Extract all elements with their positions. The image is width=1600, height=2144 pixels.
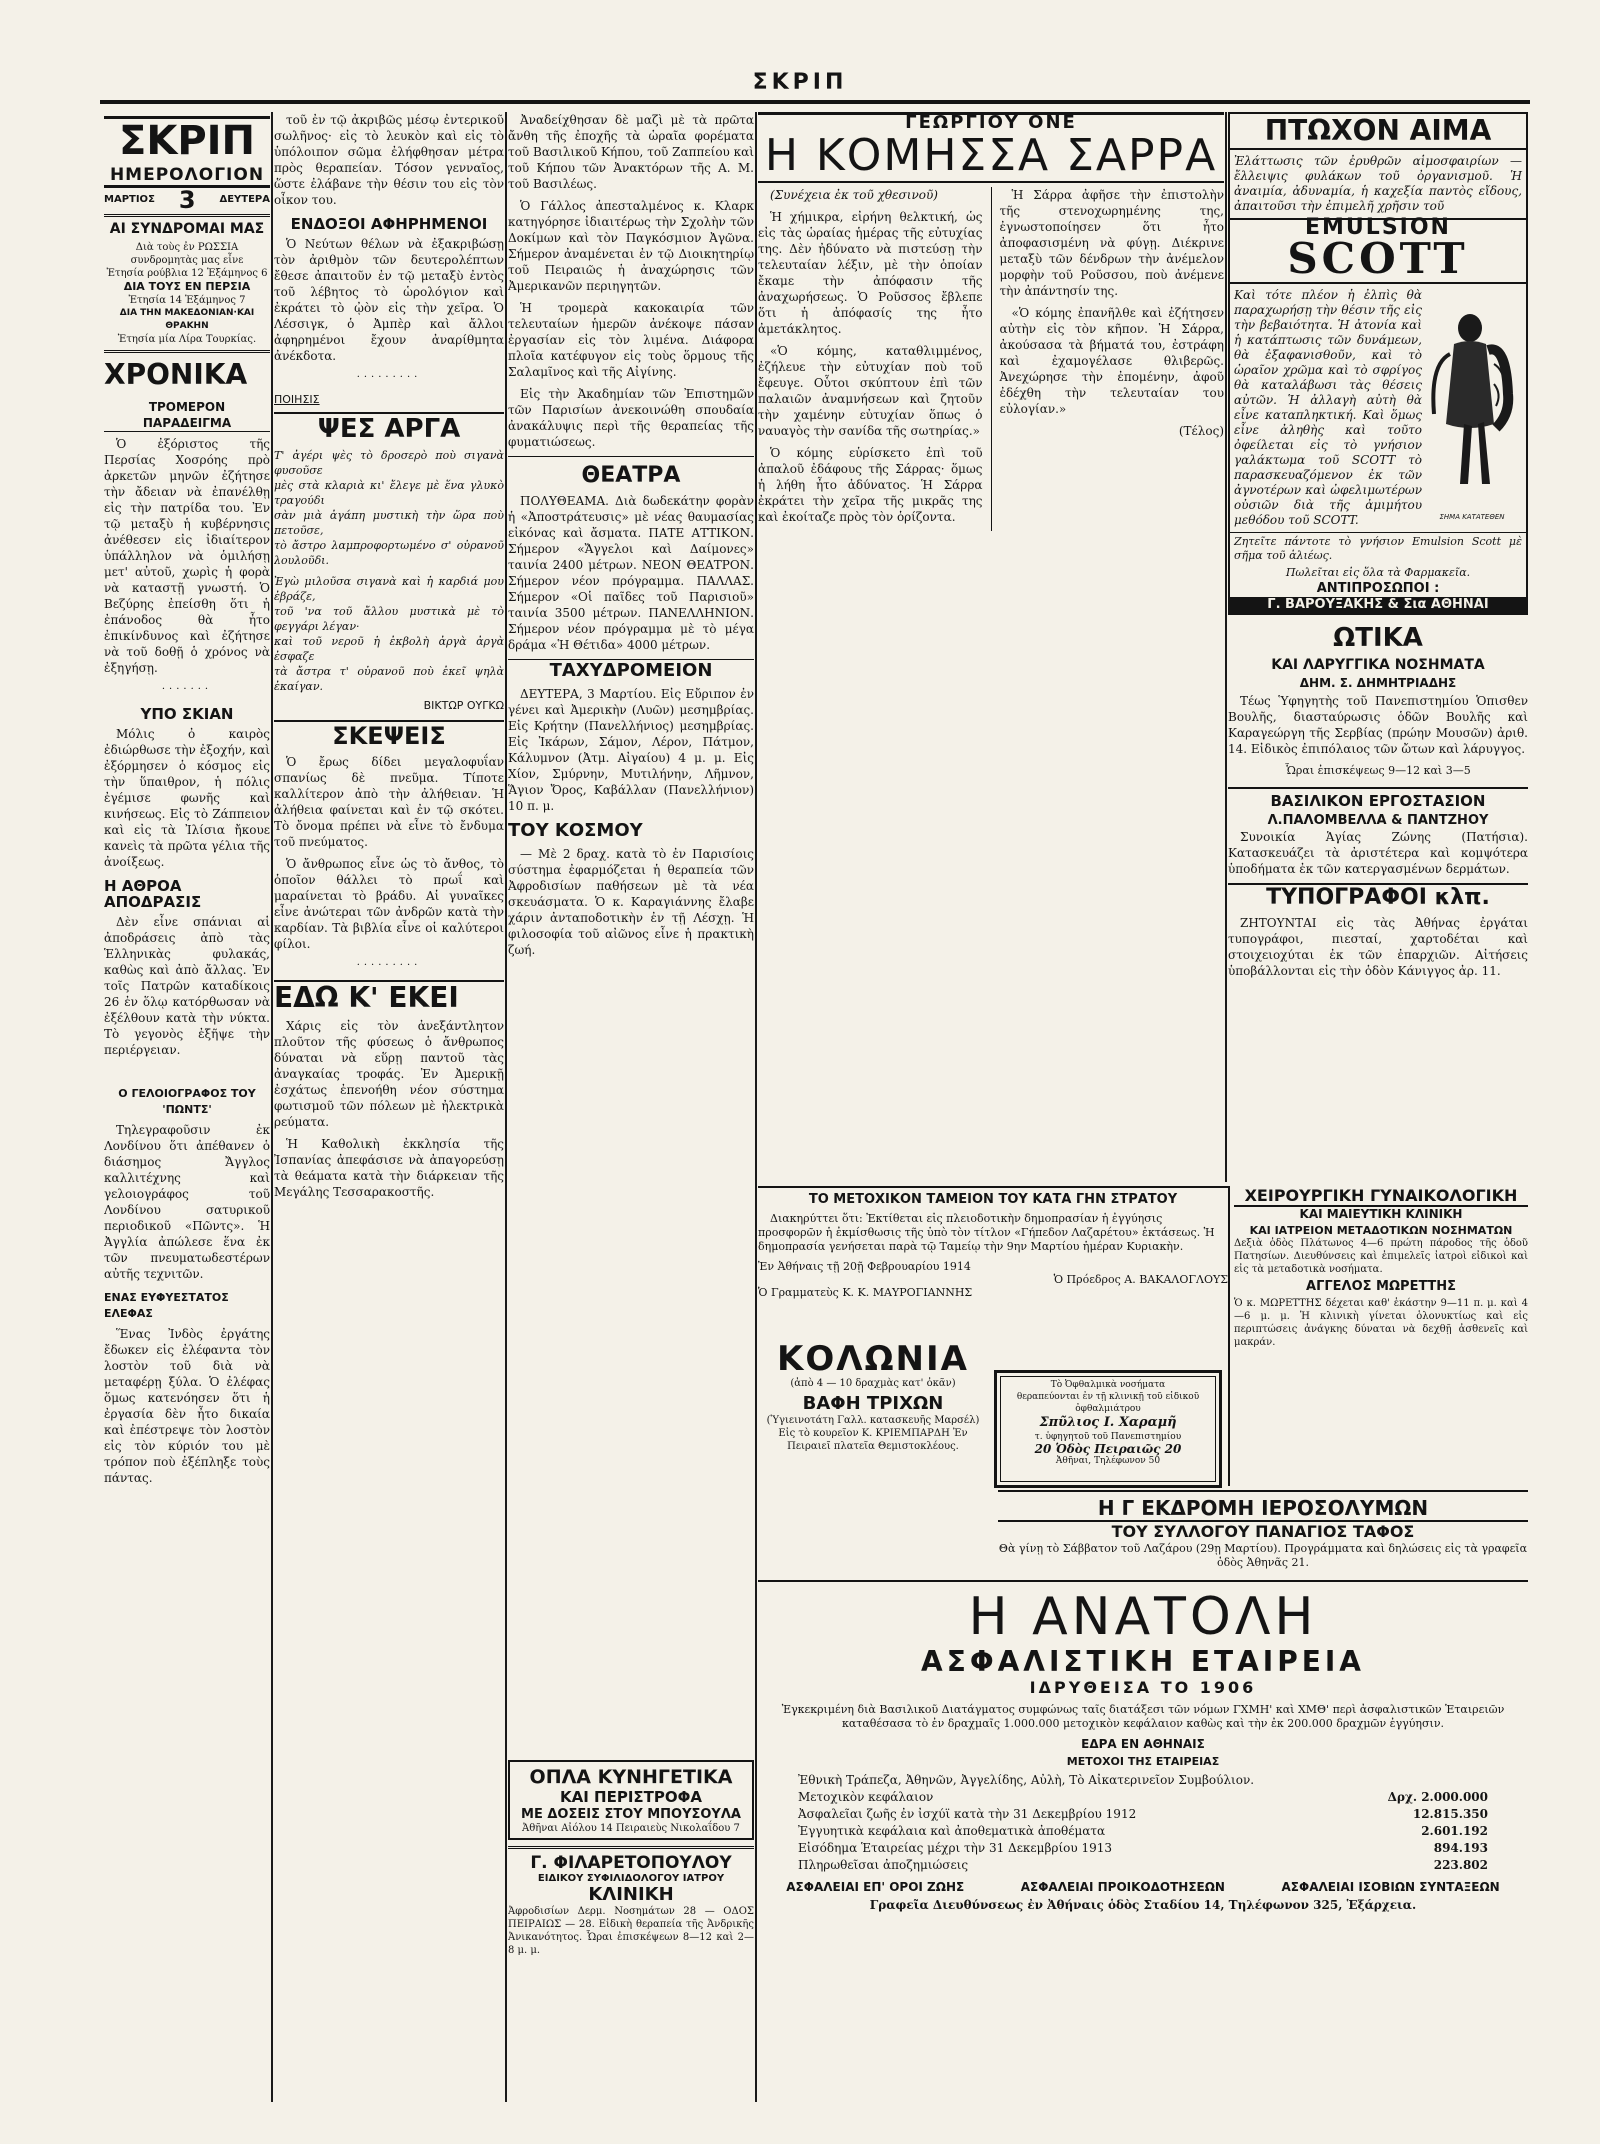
- article-text: Ἡ τρομερὰ κακοκαιρία τῶν τελευταίων ἡμερῶν ἀνέκοψε πάσαν ἐργασίαν εἰς τὸν λιμένα. Διάφορα πλοῖα κατέφυγον εἰς τοὺς ὅρμους τῆς Σαλαμῖνος καὶ τῆς Αἰγίνης.: [508, 301, 754, 379]
- story-text: Ὁ κόμης εὑρίσκετο ἐπὶ τοῦ ἀπαλοῦ ἐδάφους τῆς Σάρρας· ὅμως ἡ λήθη ἦτο ἀδύνατος. Ἡ Σάρρα ἐκράτει τὴν χεῖρα τῆς μικρᾶς της καὶ ἐκοίταζε πρὸς τὸν ὁρίζοντα.: [758, 446, 983, 524]
- service-label: ΑΣΦΑΛΕΙΑΙ ΠΡΟΙΚΟΔΟΤΗΣΕΩΝ: [1020, 1880, 1225, 1894]
- scott-reps: ΑΝΤΙΠΡΟΣΩΠΟΙ :: [1316, 581, 1440, 596]
- scott-body-text: Καὶ τότε πλέον ἡ ἐλπὶς θὰ παραχωρήσῃ τὴν θέσιν τῆς εἰς τὴν βεβαιότητα. Ἡ ἀτονία καὶ ἡ κατάπτωσις τῶν δυνάμεων, θὰ ἐξαφανισθοῦν, καὶ τὸ ὡραῖον χρῶμα καὶ τὸ σφρίγος θὰ καταλάβωσι τὰς θέσεις αὐτῶν. Ἡ ἀλλαγὴ αὐτὴ θὰ εἶνε καταπληκτική. Καὶ ὅμως εἶνε ἀληθὴς καὶ τοῦτο ὀφείλεται εἰς τὸ γνήσιον γαλάκτωμα τοῦ SCOTT τὸ παρασκευαζόμενον ἐκ τῶν ἀγνοτέρων καὶ ὠφελιμωτέρων οὐσιῶν διὰ τῆς ἀμιμήτου μεθόδου τοῦ SCOTT.: [1234, 288, 1422, 527]
- divider: ·········: [356, 960, 422, 971]
- scott-ad: [1228, 112, 1528, 615]
- arms-sub2: ΜΕ ΔΟΣΕΙΣ ΣΤΟΥ ΜΠΟΥΣΟΥΛΑ: [521, 1807, 741, 1822]
- date-line: [104, 186, 270, 214]
- clinic-text: Ἀφροδισίων Δερμ. Νοσημάτων 28 — ΟΔΟΣ ΠΕΙΡΑΙΩΣ — 28. Εἰδικὴ θεραπεία τῆς Ἀνδρικῆς Ἀνικανότητος. Ὧραι ἐπισκέψεων 8—12 καὶ 2—8 μ. μ.: [508, 1906, 754, 1956]
- row-label: Ἐθνικὴ Τράπεζα, Ἀθηνῶν, Ἀγγελίδης, Αὐλὴ, Τὸ Αἰκατερινεῖον Συμβούλιον.: [798, 1773, 1255, 1787]
- fund-secretary: Ὁ Γραμματεὺς Κ. Κ. ΜΑΥΡΟΓΙΑΝΝΗΣ: [758, 1286, 973, 1299]
- serial-story: [758, 112, 1224, 1182]
- factory-sub: Λ.ΠΑΛΟΜΒΕΛΛΑ & ΠΑΝΤΖΗΟΥ: [1267, 813, 1489, 828]
- factory-title: ΒΑΣΙΛΙΚΟΝ ΕΡΓΟΣΤΑΣΙΟΝ: [1228, 787, 1528, 809]
- fund-date: Ἐν Ἀθήναις τῇ 20ῇ Φεβρουαρίου 1914: [758, 1260, 971, 1273]
- hairdye-title: ΒΑΦΗ ΤΡΙΧΩΝ: [802, 1393, 944, 1414]
- section-title-tachydromeion: ΤΑΧΥΔΡΟΜΕΙΟΝ: [508, 659, 754, 682]
- poem-line: τὰ ἄστρα τ' οὐρανοῦ ποὺ ἐκεῖ ψηλὰ ἐκαίγαν.: [274, 665, 504, 693]
- table-row: [798, 1806, 1488, 1823]
- factory-text: Συνοικία Ἁγίας Ζώνης (Πατήσια). Κατασκευάζει τὰ ἀριστέτερα καὶ κομψότερα ὑποδήματα ἐκ τῶν κατεργασμένων δερμάτων.: [1228, 830, 1528, 876]
- jerusalem-title: Η Γ ΕΚΔΡΟΜΗ ΙΕΡΟΣΟΛΥΜΩΝ: [998, 1496, 1528, 1522]
- table-row: [798, 1789, 1488, 1806]
- gyn-sub2: ΚΑΙ ΙΑΤΡΕΙΟΝ ΜΕΤΑΔΟΤΙΚΩΝ ΝΟΣΗΜΑΤΩΝ: [1249, 1224, 1513, 1237]
- ent-text: Τέως Ὑφηγητὴς τοῦ Πανεπιστημίου Ὁπισθεν Βουλῆς, διασταύρωσις ὁδῶν Βουλῆς καὶ Καραγεώργη τῆς Σερβίας (πρώην Μουσῶν) ἀριθ. 14. Εἰδικὸς ἐπιπόλαιος τῶν ὤτων καὶ λάρυγγος.: [1228, 694, 1528, 756]
- poem-body: [274, 448, 504, 694]
- row-label: Πληρωθεῖσαι ἀποζημιώσεις: [798, 1858, 969, 1872]
- story-text: Ἡ χήμικρα, εἰρήνη θελκτική, ὡς εἰς τὰς ὡραίας ἡμέρας τῆς εὐτυχίας της. Δὲν ἠδύνατο νὰ πιστεύσῃ τὴν τελευταίαν λέξιν, μὲ τὴν ὁποίαν ἔκαμε τὴν ἀπόφασιν τῆς ἀναχωρήσεως. Ὁ Ροῦσσος ἔβλεπε ὅτι ἡ ἀπόφασίς της ἦτο ἀμετάκλητος.: [758, 210, 983, 336]
- section-title-edo: ΕΔΩ Κ' ΕΚΕΙ: [274, 980, 504, 1014]
- poem-line: τὸ ἄστρο λαμπροφορτωμένο σ' οὐρανοῦ λουλοῦδι.: [274, 539, 504, 567]
- date-day: 3: [178, 186, 196, 214]
- row-amount: 223.802: [1433, 1858, 1488, 1872]
- gyn-text2: Ὁ κ. ΜΩΡΕΤΤΗΣ δέχεται καθ' ἑκάστην 9—11 π. μ. καὶ 4—6 μ. μ. Ἡ κλινικὴ γίνεται ὁλονυκτίως καὶ εἰς περιπτώσεις ἀνάγκης δύναται νὰ δεχθῇ ἀσθενεῖς καὶ μακράν.: [1234, 1298, 1528, 1348]
- scott-headline: ΠΤΩΧΟΝ ΑΙΜΑ: [1230, 114, 1526, 150]
- poem-title: ΨΕΣ ΑΡΓΑ: [274, 412, 504, 444]
- running-head: ΣΚΡΙΠ: [752, 70, 848, 95]
- ent-title: ΩΤΙΚΑ: [1333, 623, 1423, 653]
- anatoli-sub: ΑΣΦΑΛΙΣΤΙΚΗ ΕΤΑΙΡΕΙΑ: [921, 1645, 1365, 1678]
- scott-note: Ζητεῖτε πάντοτε τὸ γνήσιον Emulsion Scott μὲ σῆμα τοῦ ἁλιέως.: [1230, 532, 1526, 565]
- fund-title: ΤΟ ΜΕΤΟΧΙΚΟΝ ΤΑΜΕΙΟΝ ΤΟΥ ΚΑΤΑ ΓΗΝ ΣΤΡΑΤΟΥ: [758, 1186, 1228, 1208]
- jerusalem-ad: [998, 1490, 1528, 1570]
- top-rule: [100, 100, 1530, 104]
- article-text: Ὁ Νεύτων θέλων νὰ ἐξακριβώσῃ τὸν ἀριθμὸν τῶν δευτερολέπτων ἔθεσε ἀπαιτοῦν ἐν τῷ μεταξὺ ἐντὸς τοῦ λέβητος τὸ ὡρολόγιον καὶ ἐκράτει τὸ ᾠὸν εἰς τὴν χεῖρα. Ὁ Λέσσιγκ, ὁ Ἀμπὲρ καὶ ἄλλοι ἀφηρημένοι ἔχουν ἀναρίθμητα ἀνέκδοτα.: [274, 237, 504, 363]
- gyn-clinic-ad: [1228, 1186, 1528, 1486]
- table-row: [798, 1840, 1488, 1857]
- logo: ΣΚΡΙΠ: [104, 116, 270, 163]
- story-subtitle: (Συνέχεια ἐκ τοῦ χθεσινοῦ): [770, 188, 938, 202]
- poem-author: ΒΙΚΤΩΡ ΟΥΓΚΩ: [423, 699, 504, 712]
- anatoli-text: Ἐγκεκριμένη διὰ Βασιλικοῦ Διατάγματος συμφώνως ταῖς διατάξεσι τῶν νόμων ΓΧΜΗ' καὶ ΧΜΘ' περὶ ἀσφαλιστικῶν Ἑταιρειῶν καταθέσασα τὸ ἐν δραχμαῖς 1.000.000 μετοχικὸν κεφάλαιον καθὼς καὶ τὴν ἐκ 200.000 δραχμῶν ἐγγύησιν.: [781, 1703, 1505, 1730]
- article-text: τοῦ ἐν τῷ ἀκριβῶς μέσῳ ἐντερικοῦ σωλῆνος· εἰς τὸ λευκὸν καὶ εἰς τὸ ὑπόλοιπον σῶμα ἐλήφθησαν μέτρα πρὸς θεραπείαν. Τόσον γενναῖος, ὥστε ἐλάβανε τὴν θέσιν του εἰς τὸν οἶκον του.: [274, 113, 504, 207]
- gyn-title: ΧΕΙΡΟΥΡΓΙΚΗ ΓΥΝΑΙΚΟΛΟΓΙΚΗ: [1234, 1186, 1528, 1207]
- fund-text: Διακηρύττει ὅτι: Ἐκτίθεται εἰς πλειοδοτικὴν δημοπρασίαν ἡ ἐγγύησις προσφορῶν ἡ ἐκμίσθωσις τῆς ὑπὸ τὸν τίτλον «Γήπεδον Λαζαρέτου» ἐκτάσεως. Ἡ δημοπρασία γενήσεται παρὰ τῷ Ταμείῳ τὴν 9ην Μαρτίου ἡμέραν Κυριακὴν.: [758, 1212, 1215, 1253]
- arms-address: Ἀθῆναι Αἰόλου 14 Πειραιεὺς Νικολαΐδου 7: [522, 1823, 740, 1834]
- story-text: Ἡ Σάρρα ἀφῆσε τὴν ἐπιστολὴν τῆς στενοχωρημένης της, ἐγνωστοποίησεν ὅτι ἦτο ἀποφασισμένη νὰ φύγῃ. Διέκρινε μεταξὺ τῶν δένδρων τὴν ἀνέμελον μορφὴν τοῦ Ροῦσσου, ποὺ ἀνέμενε τὴν ἀπάντησίν της.: [999, 188, 1224, 298]
- article-title: ΤΡΟΜΕΡΟΝ ΠΑΡΑΔΕΙΓΜΑ: [104, 399, 270, 432]
- fund-president: Ὁ Πρόεδρος Α. ΒΑΚΑΛΟΓΛΟΥΣ: [1053, 1273, 1228, 1286]
- anatoli-seat: ΕΔΡΑ ΕΝ ΑΘΗΝΑΙΣ: [1081, 1737, 1205, 1751]
- date-month: ΜΑΡΤΙΟΣ: [104, 194, 155, 205]
- jerusalem-text: Θὰ γίνῃ τὸ Σάββατον τοῦ Λαζάρου (29ῃ Μαρτίου). Προγράμματα καὶ δηλώσεις εἰς τὰ γραφεῖα ὁδὸς Ἀθηνᾶς 21.: [998, 1542, 1528, 1569]
- fisherman-icon: [1424, 304, 1516, 504]
- hairdye-text: (Ὑγιεινοτάτη Γαλλ. κατασκευῆς Μαρσέλ) Εἰς τὸ κουρεῖον Κ. ΚΡΙΕΜΠΑΡΔΗ Ἐν Πειραιεῖ πλατεῖα Θεμιστοκλέους.: [766, 1415, 980, 1452]
- service-label: ΑΣΦΑΛΕΙΑΙ ΙΣΟΒΙΩΝ ΣΥΝΤΑΞΕΩΝ: [1281, 1880, 1500, 1894]
- gyn-doctor: ΑΓΓΕΛΟΣ ΜΩΡΕΤΤΗΣ: [1306, 1279, 1456, 1294]
- col3-ads: [508, 1760, 754, 2110]
- scott-reps-name: Γ. ΒΑΡΟΥΞΑΚΗΣ & Σια ΑΘΗΝΑΙ: [1230, 597, 1526, 613]
- scott-word: SCOTT: [1230, 236, 1526, 284]
- arms-sub: ΚΑΙ ΠΕΡΙΣΤΡΟΦΑ: [560, 1788, 702, 1806]
- column-2: [274, 112, 504, 2102]
- article-title: ΕΝΔΟΞΟΙ ΑΦΗΡΗΜΕΝΟΙ: [290, 215, 488, 233]
- ent-doctor: ΔΗΜ. Σ. ΔΗΜΗΤΡΙΑΔΗΣ: [1299, 676, 1457, 690]
- article-text: ΔΕΥΤΕΡΑ, 3 Μαρτίου. Εἰς Εὔριπον ἐν γένει καὶ Ἀμερικὴν (Λυῶν) μεσημβρίας. Εἰς Κρήτην (Πανελλήνιος) μεσημβρίας. Εἰς Ἰκάρων, Σάμον, Λέρον, Πάτμον, Κάλυμνον (Ἀτμ. Αἰγαίου) 4 μ. μ. Εἰς Χίον, Σμύρνην, Μυτιλήνην, Λῆμνον, Ἅγιον Ὄρος, Καβάλλαν (Πανελλήνιον) 10 π. μ.: [508, 687, 754, 813]
- article-title: ΕΝΑΣ ΕΥΦΥΕΣΤΑΤΟΣ ΕΛΕΦΑΣ: [104, 1291, 229, 1320]
- table-row: [798, 1823, 1488, 1840]
- date-weekday: ΔΕΥΤΕΡΑ: [219, 194, 270, 205]
- row-amount: Δρχ. 2.000.000: [1387, 1790, 1488, 1804]
- article-text: Ὁ ἐξόριστος τῆς Περσίας Χοσρόης πρὸ ἀρκετῶν μηνῶν ἐζήτησε τὴν ἄδειαν νὰ ἐπανέλθῃ εἰς τὴν πατρίδα του. Ἐν τῷ μεταξὺ ἡ κυβέρνησις ἀνέθεσεν εἰς ἰδιαίτερον ὑπάλληλον νὰ ὁμιλήσῃ μετ' αὐτοῦ, χωρὶς ἡ φορὰ νὰ καταστῇ γνωστή. Ὁ Βεζύρης ἐπείσθη ὅτι ἡ ἐπάνοδος θὰ ἦτο ἐπικίνδυνος καὶ ἐζήτησε νὰ τοῦ δοθῇ ὁ χρόνος νὰ ἐξηγήσῃ.: [104, 437, 270, 675]
- poem-line: Ἐγὼ μιλοῦσα σιγανὰ καὶ ἡ καρδιά μου ἐβράζε,: [274, 575, 504, 603]
- section-title-skepseis: ΣΚΕΨΕΙΣ: [274, 720, 504, 750]
- clinic-title: ΚΛΙΝΙΚΗ: [588, 1884, 674, 1905]
- row-amount: 894.193: [1433, 1841, 1488, 1855]
- anatoli-holders: ΜΕΤΟΧΟΙ ΤΗΣ ΕΤΑΙΡΕΙΑΣ: [1066, 1755, 1220, 1768]
- trademark-label: ΣΗΜΑ ΚΑΤΑΤΕΘΕΝ: [1439, 513, 1505, 521]
- arms-ad: [508, 1760, 754, 1840]
- service-label: ΑΣΦΑΛΕΙΑΙ ΕΠ' ΟΡΟΙ ΖΩΗΣ: [786, 1880, 965, 1894]
- story-column-right: [1000, 187, 1225, 531]
- column-5-ads: [1228, 112, 1528, 1182]
- jerusalem-sub: ΤΟΥ ΣΥΛΛΟΓΟΥ ΠΑΝΑΓΙΟΣ ΤΑΦΟΣ: [1111, 1522, 1415, 1541]
- article-text: Ὁ ἔρως δίδει μεγαλοφυΐαν σπανίως δὲ πνεῦμα. Τίποτε καλλίτερον ἀπὸ τὴν ἀλήθειαν. Ἡ ἀλήθεια φαίνεται καὶ ἐν τῷ σκότει. Τὸ ὄνομα πρέπει νὰ εἶνε τὸ ἔνδυμα τοῦ πνεύματος.: [274, 755, 504, 849]
- row-label: Μετοχικὸν κεφάλαιον: [798, 1790, 934, 1804]
- divider: ·········: [356, 372, 422, 383]
- story-column-left: [758, 187, 983, 531]
- column-rule: [1225, 112, 1227, 1182]
- row-label: Ἐγγυητικὰ κεφάλαια καὶ ἀποθεματικὰ ἀποθέματα: [798, 1824, 1106, 1838]
- article-text: Ἡ Καθολικὴ ἐκκλησία τῆς Ἰσπανίας ἀπεφάσισε νὰ ἀπαγορεύσῃ τὰ θεάματα κατὰ τὴν διάρκειαν τῆς Μεγάλης Τεσσαρακοστῆς.: [274, 1137, 504, 1199]
- subscription-line: Ἐτησία 14 Ἑξάμηνος 7: [128, 295, 246, 306]
- ophthalmic-line: θεραπεύονται ἐν τῇ κλινικῇ τοῦ εἰδικοῦ ὀφθαλμιάτρου: [1016, 1392, 1200, 1414]
- scott-text: Ἐλάττωσις τῶν ἐρυθρῶν αἱμοσφαιρίων — ἔλλειψις φυλάκων τοῦ ὀργανισμοῦ. Ἡ ἀναιμία, ἀδυναμία, ἡ καχεξία παντὸς εἴδους, ἀπαιτοῦσι τὴν ἐπιμελῆ χρῆσιν τοῦ: [1234, 154, 1522, 213]
- anatoli-ad: [758, 1580, 1528, 1912]
- row-amount: 2.601.192: [1421, 1824, 1488, 1838]
- row-label: Εἰσόδημα Ἑταιρείας μέχρι τὴν 31 Δεκεμβρίου 1913: [798, 1841, 1113, 1855]
- table-row: [798, 1857, 1488, 1874]
- ophthalmic-line: Τὸ Ὀφθαλμικὰ νοσήματα: [1050, 1380, 1166, 1390]
- ent-hours: Ὧραι ἐπισκέψεως 9—12 καὶ 3—5: [1285, 764, 1471, 777]
- anatoli-table: [798, 1772, 1488, 1874]
- cologne-ad: [758, 1340, 988, 1510]
- cologne-title: ΚΟΛΩΝΙΑ: [777, 1340, 969, 1379]
- article-text: Ὁ ἄνθρωπος εἶνε ὡς τὸ ἄνθος, τὸ ὁποῖον θάλλει τὸ πρωΐ καὶ μαραίνεται τὸ βράδυ. Αἱ γυναῖκες εἶνε ἀνώτεραι τῶν ἀνδρῶν κατὰ τὴν καρδίαν. Τὰ βιβλία εἶνε οἱ καλύτεροι φίλοι.: [274, 857, 504, 951]
- bottom-ads: [758, 1490, 1528, 2100]
- ophthalmic-name: Σπῦλιος Ι. Χαραμῆ: [1039, 1415, 1177, 1430]
- article-text: Τηλεγραφοῦσιν ἐκ Λονδίνου ὅτι ἀπέθανεν ὁ διάσημος Ἄγγλος καλλιτέχνης καὶ γελοιογράφος τοῦ Λονδίνου σατυρικοῦ περιοδικοῦ «Πῶντς». Ἡ Ἀγγλία ἀπώλεσε ἕνα ἐκ τῶν πνευματωδεστέρων αὐτῆς τεχνιτῶν.: [104, 1123, 270, 1281]
- article-text: Εἰς τὴν Ἀκαδημίαν τῶν Ἐπιστημῶν τῶν Παρισίων ἀνεκοινώθη σπουδαία ἀνακάλυψις περὶ τῆς θεραπείας τῆς φυματιώσεως.: [508, 387, 754, 449]
- column-1: [104, 112, 270, 2102]
- subscription-box: [104, 214, 270, 353]
- column-rule: [271, 112, 273, 2102]
- story-title: Η ΚΟΜΗΣΣΑ ΣΑΡΡΑ: [764, 130, 1218, 181]
- subscription-line: ΔΙΑ ΤΗΝ ΜΑΚΕΔΟΝΙΑΝ·ΚΑΙ ΘΡΑΚΗΝ: [119, 308, 255, 331]
- table-row: [798, 1772, 1488, 1789]
- poem-line: μὲς στὰ κλαριὰ κι' ἔλεγε μὲ ἕνα γλυκὸ τραγούδι: [274, 479, 504, 507]
- poem-line: σὰν μιὰ ἀγάπη μυστικὴ τὴν ὥρα ποὺ πετοῦσε,: [274, 509, 504, 537]
- arms-title: ΟΠΛΑ ΚΥΝΗΓΕΤΙΚΑ: [529, 1766, 733, 1788]
- subscription-line: Διὰ τοὺς ἐν ΡΩΣΣΙΑ συνδρομητὰς μας εἶνε: [130, 242, 244, 266]
- article-title: Η ΑΘΡΟΑ ΑΠΟΔΡΑΣΙΣ: [104, 877, 202, 911]
- article-text: Μόλις ὀ καιρὸς ἐδιώρθωσε τὴν ἐξοχήν, καὶ ἐξόρμησεν ὁ κόσμος εἰς τὴν ὕπαιθρον, ἡ πόλις ἐγέμισε φωνῆς καὶ κινήσεως. Εἰς τὸ Ζάππειον καὶ εἰς τὰ Ἰλίσια ἤκουε κανεὶς τὰ πρῶτα γέλια τῆς ἀνοίξεως.: [104, 727, 270, 869]
- article-text: Δὲν εἶνε σπάνιαι αἱ ἀποδράσεις ἀπὸ τὰς Ἑλληνικὰς φυλακάς, καθὼς καὶ ἀπὸ ἄλλας. Ἐν τοῖς Πατρῶν καταδίκοις 26 ἐν ὅλῳ κατόρθωσαν νὰ ἐξέλθουν κατὰ τὴν νύκτα. Τὸ γεγονὸς ἐξῆψε τὴν περιέργειαν.: [104, 915, 270, 1057]
- column-3: [508, 112, 754, 1752]
- divider: ·······: [161, 684, 213, 695]
- subscription-line: Ἐτησία μία Λίρα Τουρκίας.: [117, 334, 257, 345]
- anatoli-founded: ΙΔΡΥΘΕΙΣΑ ΤΟ 1906: [1029, 1678, 1257, 1697]
- gyn-text: Δεξιὰ ὁδὸς Πλάτωνος 4—6 πρώτη πάροδος τῆς ὁδοῦ Πατησίων. Διευθύνσεις καὶ ἐπιμελεῖς ἰατροὶ εἰδικοὶ καὶ εἰς τὰ μεταδοτικὰ νοσήματα.: [1234, 1238, 1528, 1275]
- anatoli-services: [758, 1880, 1528, 1894]
- story-end: (Τέλος): [1178, 424, 1224, 438]
- column-rule: [505, 112, 507, 2102]
- ophthalmic-address: 20 Ὁδὸς Πειραιῶς 20: [1034, 1442, 1182, 1456]
- printers-title: ΤΥΠΟΓΡΑΦΟΙ κλπ.: [1228, 883, 1528, 911]
- story-byline: ΓΕΩΡΓΙΟΥ ΟΝΕ: [758, 112, 1224, 131]
- clinic-spec: ΕΙΔΙΚΟΥ ΣΥΦΙΛΙΔΟΛΟΓΟΥ ΙΑΤΡΟΥ: [537, 1873, 725, 1884]
- section-title-toukosmou: ΤΟΥ ΚΟΣΜΟΥ: [508, 820, 643, 841]
- ent-sub: ΚΑΙ ΛΑΡΥΓΓΙΚΑ ΝΟΣΗΜΑΤΑ: [1271, 657, 1485, 673]
- ophthalmic-ad: [994, 1370, 1222, 1488]
- section-label: ΠΟΙΗΣΙΣ: [274, 393, 320, 406]
- poem-line: τοῦ 'να τοῦ ἄλλου μυστικὰ μὲ τὸ φεγγάρι λέγαν·: [274, 605, 504, 633]
- row-label: Ἀσφαλεῖαι ζωῆς ἐν ἰσχύϊ κατὰ τὴν 31 Δεκεμβρίου 1912: [798, 1807, 1137, 1821]
- article-text: — Μὲ 2 δραχ. κατὰ τὸ ἐν Παρισίοις σύστημα ἐφαρμόζεται ἡ θεραπεία τῶν Ἀφροδισίων παθήσεων μὲ τὰ νέα σκευάσματα. Ὁ κ. Καραγιάννης ἔλαβε χάριν ἀνταποδοτικὴν ἐν τῇ Λέσχῃ. Ἡ φιλοσοφία τοῦ αἰῶνος εἶνε ἡ πρακτικὴ ζωή.: [508, 847, 754, 957]
- anatoli-title: Η ΑΝΑΤΟΛΗ: [968, 1587, 1318, 1647]
- poem-line: Τ' ἀγέρι ψὲς τὸ δροσερὸ ποὺ σιγανὰ φυσοῦσε: [274, 449, 504, 477]
- article-text: Ὁ Γάλλος ἀπεσταλμένος κ. Κλαρκ κατηγόρησε ἰδιαιτέρως τὴν Σχολὴν τῶν Δοκίμων καὶ τὸν Παγκόσμιον Ἀγῶνα. Σήμερον ἀναμένεται ἐν τῷ Διοικητηρίῳ τοῦ Πειραιῶς ἡ ἀναχώρησις τῶν Ἀμερικανῶν περιηγητῶν.: [508, 199, 754, 293]
- column-rule: [755, 112, 757, 2102]
- subscription-line: ΔΙΑ ΤΟΥΣ ΕΝ ΠΕΡΣΙΑ: [123, 280, 251, 293]
- anatoli-address: Γραφεῖα Διευθύνσεως ἐν Ἀθήναις ὁδὸς Σταδίου 14, Τηλέφωνον 325, Ἑξάρχεια.: [869, 1898, 1417, 1912]
- ophthalmic-line: τ. ὑφηγητοῦ τοῦ Πανεπιστημίου: [1034, 1432, 1182, 1442]
- clinic-doctor: Γ. ΦΙΛΑΡΕΤΟΠΟΥΛΟΥ: [530, 1853, 732, 1873]
- article-title: ΥΠΟ ΣΚΙΑΝ: [140, 705, 234, 723]
- subscription-line: Ἐτησία ρούβλια 12 Ἑξάμηνος 6: [106, 268, 268, 279]
- section-title-theatra: ΘΕΑΤΡΑ: [581, 463, 681, 488]
- printers-text: ΖΗΤΟΥΝΤΑΙ εἰς τὰς Ἀθήνας ἐργάται τυπογράφοι, πιεσταί, χαρτοδέται καὶ στοιχειοχύται ἐκ τῶν ἐπαρχιῶν. Αἰτήσεις ὑποβάλλονται εἰς τὴν ὁδὸν Κάνιγγος ἀρ. 11.: [1228, 916, 1528, 978]
- poem-line: καὶ τοῦ νεροῦ ἡ ἐκβολὴ ἀργὰ ἀργὰ ἐσφαζε: [274, 635, 504, 663]
- article-text: Ἀναδείχθησαν δὲ μαζὶ μὲ τὰ πρῶτα ἄνθη τῆς ἐποχῆς τὰ ὡραῖα φορέματα τοῦ Βασιλικοῦ Κήπου, τοῦ Ζαππείου καὶ τοῦ Κήπου τῶν Ἀνακτόρων τῆς Α. Μ. τοῦ Βασιλέως.: [508, 113, 754, 191]
- article-text: ΠΟΛΥΘΕΑΜΑ. Διὰ δωδεκάτην φορὰν ἡ «Ἀποστράτευσις» μὲ νέας θαυμασίας εἰκόνας καὶ ἄσματα. ΠΑΤΕ ΑΤΤΙΚΟΝ. Σήμερον «Ἄγγελοι καὶ Δαίμονες» ταινία 2400 μέτρων. ΝΕΟΝ ΘΕΑΤΡΟΝ. Σήμερον νέον πρόγραμμα. ΠΑΛΛΑΣ. Σήμερον «Οἱ παῖδες τοῦ Παρισιοῦ» ταινία 3500 μέτρων. ΠΑΝΕΛΛΗΝΙΟΝ. Σήμερον νέον πρόγραμμα μὲ τὸ μέγα δράμα «Ἡ Θέτιδα» 4000 μέτρων.: [508, 494, 754, 652]
- article-text: Χάρις εἰς τὸν ἀνεξάντλητον πλοῦτον τῆς φύσεως ὁ ἄνθρωπος δύναται νὰ εὕρῃ παντοῦ τὰς ἀναγκαίας τροφάς. Ἐν Ἀμερικῇ ἐσχάτως ἐπενοήθη νέον σύστημα φωτισμοῦ τῶν πόλεων μὲ ἠλεκτρικὰ ρεύματα.: [274, 1019, 504, 1129]
- article-text: Ἕνας Ἰνδὸς ἐργάτης ἔδωκεν εἰς ἐλέφαντα τὸν λοστὸν τοῦ διὰ νὰ μεταφέρῃ ξύλα. Ὁ ἐλέφας ὅμως κατενόησεν ὅτι ἡ ἐργασία δὲν ἦτο δικαία καὶ ἐπέστρεψε τὸν λοστὸν εἰς τὸν κύριόν του μὲ τρόπον ποὺ ἐξέπληξε τοὺς πάντας.: [104, 1327, 270, 1485]
- story-text: «Ὁ κόμης, καταθλιμμένος, ἐζήλευε τὴν εὐτυχίαν ποὺ τοῦ ἔφευγε. Οὗτοι σκύπτουν ἐπὶ τῶν παλαιῶν ἀναμνήσεων καὶ ζητοῦν τὴν χαμένην εὐτυχίαν ὅπως ὁ ναυαγὸς τὴν σανίδα τῆς σωτηρίας.»: [758, 344, 983, 438]
- subscription-title: ΑΙ ΣΥΝΔΡΟΜΑΙ ΜΑΣ: [109, 221, 265, 237]
- cologne-price: (ἀπὸ 4 — 10 δραχμὰς κατ' ὀκᾶν): [790, 1378, 956, 1389]
- article-title: Ο ΓΕΛΟΙΟΓΡΑΦΟΣ ΤΟΥ 'ΠΩΝΤΣ': [118, 1087, 256, 1116]
- section-title-chronika: ΧΡΟΝΙΚΑ: [104, 358, 248, 391]
- calendar-title: ΗΜΕΡΟΛΟΓΙΟΝ: [104, 167, 270, 188]
- gyn-sub: ΚΑΙ ΜΑΙΕΥΤΙΚΗ ΚΛΙΝΙΚΗ: [1299, 1207, 1463, 1221]
- ophthalmic-city: Ἀθῆναι, Τηλέφωνον 50: [1055, 1456, 1161, 1466]
- scott-body: [1230, 284, 1526, 532]
- row-amount: 12.815.350: [1412, 1807, 1488, 1821]
- emulsion-word: EMULSION: [1230, 218, 1526, 236]
- scott-sold: Πωλεῖται εἰς ὅλα τὰ Φαρμακεῖα.: [1285, 566, 1471, 579]
- story-text: «Ὁ κόμης ἐπανῆλθε καὶ ἐζήτησεν αὐτὴν εἰς τὸν κῆπον. Ἡ Σάρρα, ἀκούσασα τὰ βήματά του, ἐστράφη καὶ ἐχαμογέλασε θλιβερῶς. Ἀνεχώρησε τὴν ἐπομένην, ἀφοῦ ἐδέχθη τὴν τελευταίαν του εὐλογίαν.»: [999, 306, 1224, 416]
- clinic-ad: [508, 1846, 754, 1957]
